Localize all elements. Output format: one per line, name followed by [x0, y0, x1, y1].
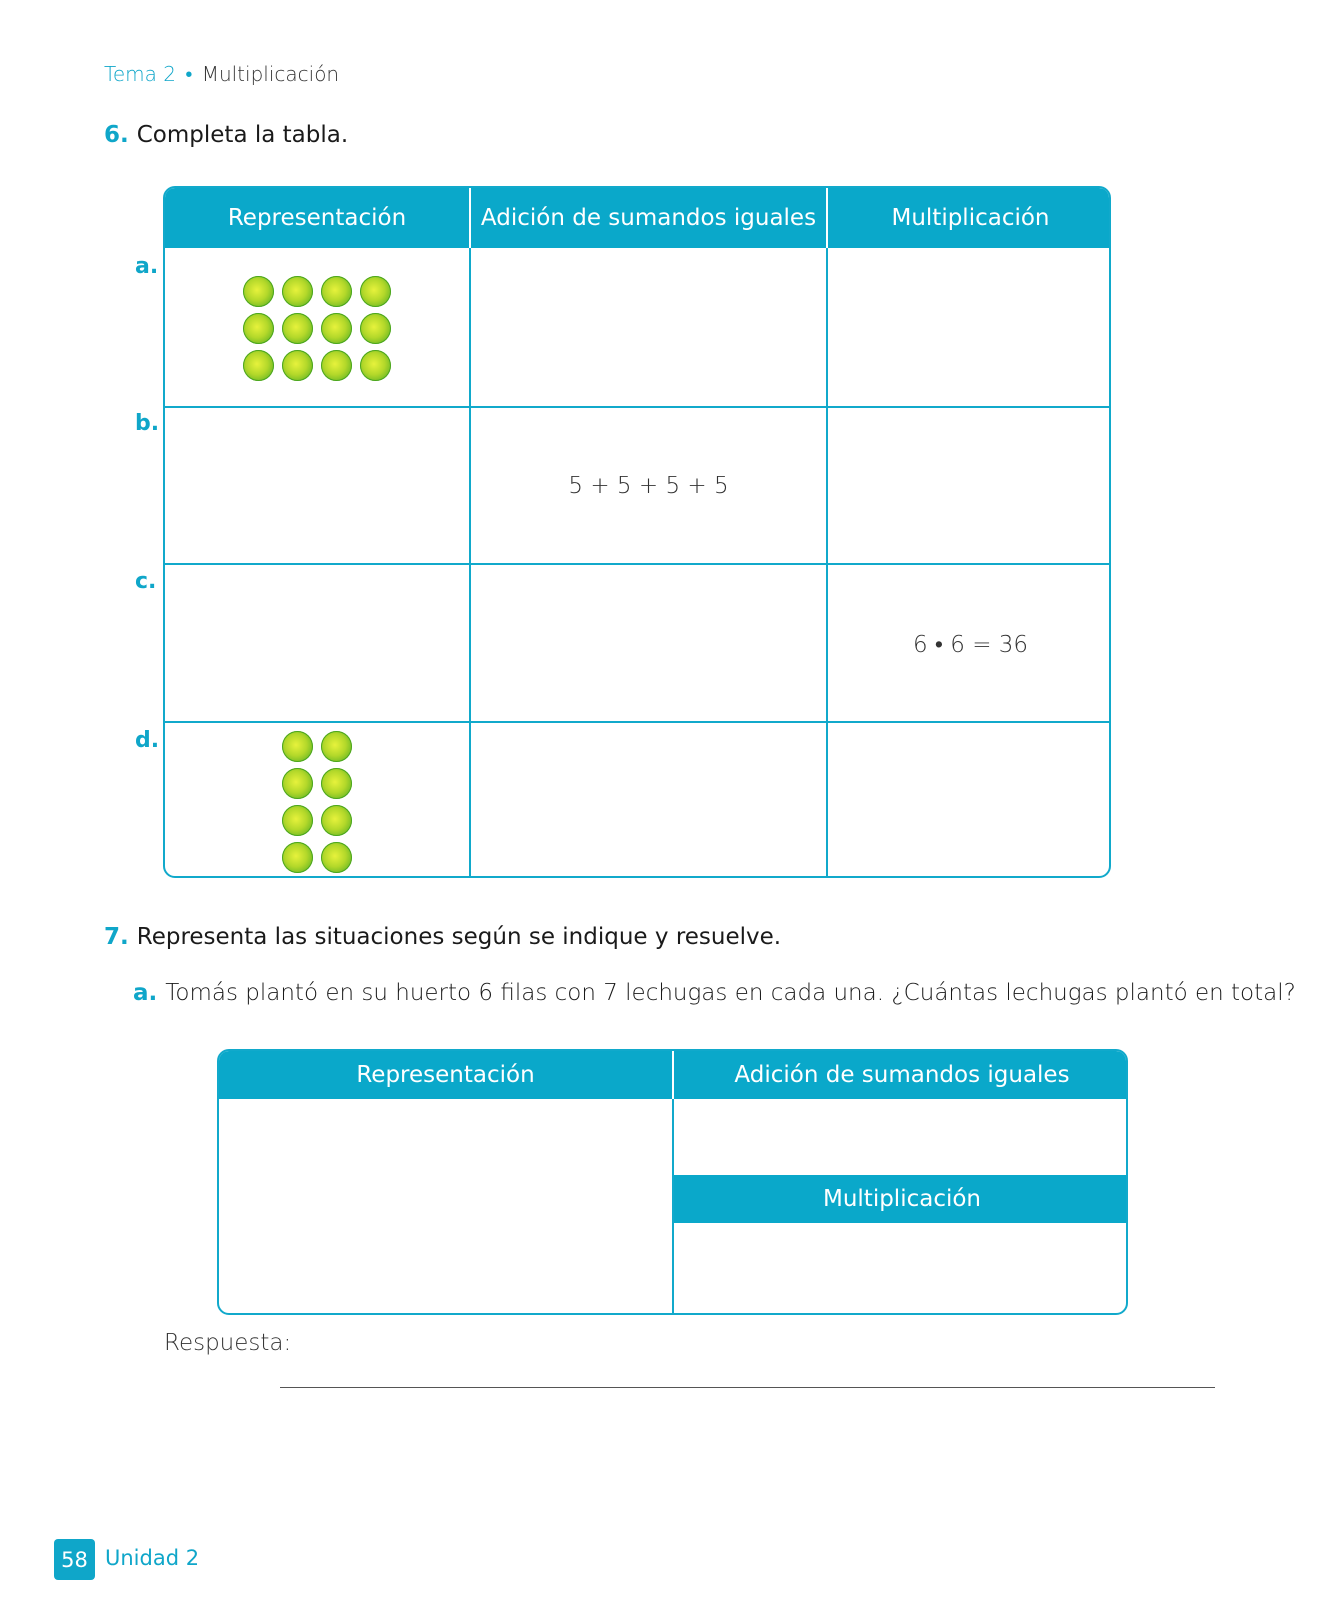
question-6 — [104, 122, 348, 148]
row-label-a: a. — [135, 254, 159, 279]
subject-label: Multiplicación — [201, 62, 340, 86]
green-ball — [243, 350, 274, 381]
question-7-number: 7. — [104, 924, 129, 950]
answer-line[interactable] — [280, 1387, 1215, 1388]
column-header-representation: Representación — [219, 1051, 672, 1099]
cell-c-multiplication: 6 • 6 = 36 — [912, 632, 1029, 658]
column-header-multiplication: Multiplicación — [828, 188, 1111, 248]
green-ball — [282, 805, 313, 836]
header-divider — [469, 188, 471, 248]
green-ball — [243, 276, 274, 307]
question-6-text: Completa la tabla. — [136, 122, 349, 148]
column-header-representation: Representación — [165, 188, 469, 248]
green-ball — [282, 313, 313, 344]
green-ball — [321, 842, 352, 873]
green-ball — [360, 350, 391, 381]
header-divider — [672, 1051, 674, 1099]
dots-array-d — [282, 731, 352, 873]
unit-label: Unidad 2 — [105, 1546, 200, 1570]
question-7a-text: Tomás plantó en su huerto 6 filas con 7 lechugas en cada una. ¿Cuántas lechugas plantó en total? — [165, 980, 1296, 1006]
question-7a — [133, 980, 1296, 1006]
row-label-b: b. — [135, 411, 160, 436]
row-divider — [165, 406, 1111, 408]
question-6-number: 6. — [104, 122, 129, 148]
green-ball — [282, 731, 313, 762]
answer-label: Respuesta: — [164, 1330, 292, 1356]
column-header-addition: Adición de sumandos iguales — [674, 1051, 1128, 1099]
header-separator: • — [185, 62, 193, 86]
green-ball — [243, 313, 274, 344]
dots-array-a — [243, 276, 391, 381]
row-label-d: d. — [135, 728, 160, 753]
row-label-c: c. — [135, 569, 157, 594]
table-q7a — [217, 1049, 1128, 1315]
row-divider — [165, 563, 1111, 565]
green-ball — [360, 313, 391, 344]
topic-label: Tema 2 — [104, 62, 176, 86]
question-7 — [104, 924, 781, 950]
green-ball — [321, 768, 352, 799]
page-header — [104, 62, 339, 87]
green-ball — [282, 842, 313, 873]
green-ball — [321, 731, 352, 762]
header-divider — [826, 188, 828, 248]
green-ball — [282, 350, 313, 381]
green-ball — [282, 276, 313, 307]
green-ball — [321, 805, 352, 836]
green-ball — [321, 350, 352, 381]
cell-b-addition: 5 + 5 + 5 + 5 — [568, 473, 729, 499]
column-header-multiplication: Multiplicación — [674, 1175, 1128, 1223]
row-divider — [165, 721, 1111, 723]
page-number-badge: 58 — [54, 1539, 95, 1580]
green-ball — [282, 768, 313, 799]
question-7-text: Representa las situaciones según se indique y resuelve. — [136, 924, 782, 950]
green-ball — [321, 313, 352, 344]
green-ball — [321, 276, 352, 307]
question-7a-label: a. — [133, 980, 158, 1006]
table-q6 — [163, 186, 1111, 878]
column-header-addition: Adición de sumandos iguales — [471, 188, 826, 248]
green-ball — [360, 276, 391, 307]
